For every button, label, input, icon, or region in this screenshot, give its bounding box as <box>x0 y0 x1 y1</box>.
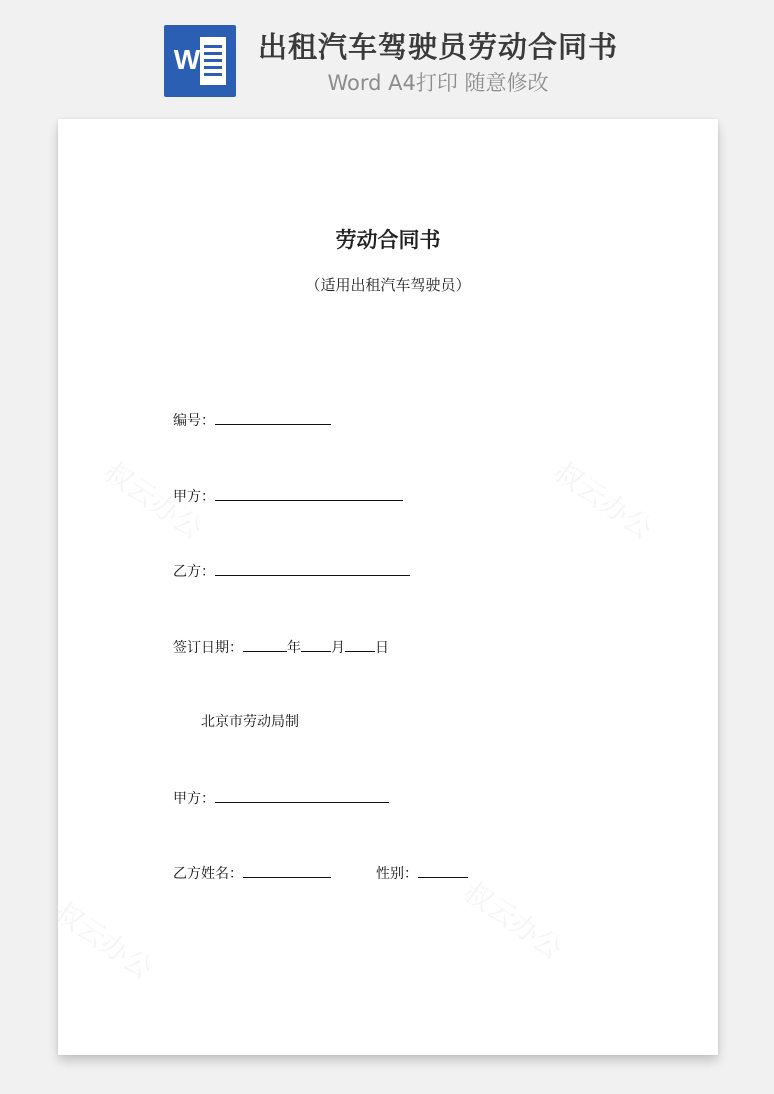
watermark <box>457 870 572 967</box>
gender-blank[interactable] <box>418 861 468 878</box>
party-b-blank[interactable] <box>215 559 410 576</box>
party-b-name-blank[interactable] <box>243 861 331 878</box>
party-a-label: 甲方： <box>173 489 215 505</box>
party-b-name-label: 乙方姓名： <box>173 866 243 882</box>
party-b-name-field <box>173 861 331 885</box>
number-blank[interactable] <box>215 408 331 425</box>
party-a-blank-2[interactable] <box>215 786 389 803</box>
sign-date-label: 签订日期： <box>173 640 243 656</box>
watermark <box>547 450 662 547</box>
gender-field <box>376 861 468 885</box>
document-page <box>58 119 718 1055</box>
word-icon <box>164 25 236 97</box>
issuer: 北京市劳动局制 <box>201 714 299 730</box>
party-a-label-2: 甲方： <box>173 791 215 807</box>
year-blank[interactable] <box>243 635 287 652</box>
year-label: 年 <box>287 640 301 656</box>
month-blank[interactable] <box>301 635 331 652</box>
party-a-blank[interactable] <box>215 484 403 501</box>
sign-date-field <box>173 635 389 659</box>
gender-label: 性别： <box>376 866 418 882</box>
document-title: 劳动合同书 <box>335 228 441 252</box>
number-label: 编号： <box>173 413 215 429</box>
month-label: 月 <box>331 640 345 656</box>
party-a-field-2 <box>173 786 389 810</box>
watermark <box>58 890 161 987</box>
party-a-field <box>173 484 403 508</box>
word-letter: W <box>173 44 201 75</box>
document-lines-icon <box>200 37 226 85</box>
number-field <box>173 408 331 432</box>
day-label: 日 <box>375 640 389 656</box>
party-b-field <box>173 559 410 583</box>
header-subtitle: Word A4打印 随意修改 <box>327 71 549 95</box>
header <box>0 0 774 110</box>
party-b-label: 乙方： <box>173 564 215 580</box>
document-subtitle: （适用出租汽车驾驶员） <box>305 276 471 294</box>
header-title: 出租汽车驾驶员劳动合同书 <box>258 30 619 64</box>
day-blank[interactable] <box>345 635 375 652</box>
